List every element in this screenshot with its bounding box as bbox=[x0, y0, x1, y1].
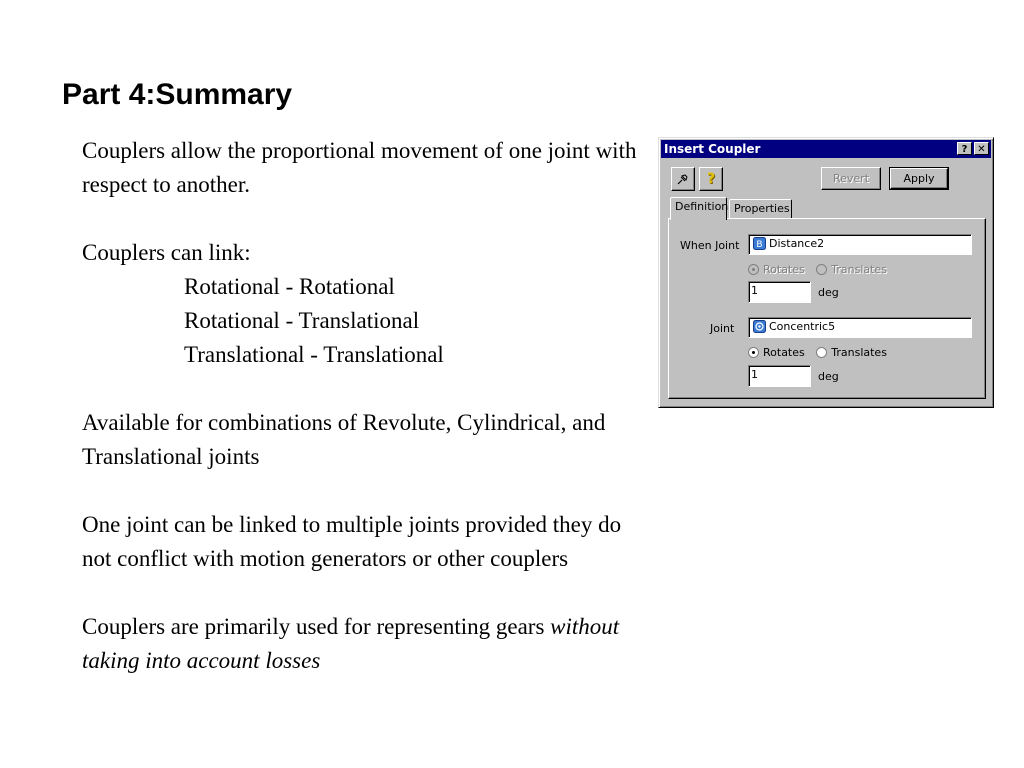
pushpin-icon bbox=[675, 171, 691, 187]
dialog-title: Insert Coupler bbox=[664, 142, 761, 156]
when-rotates-label: Rotates bbox=[763, 263, 805, 276]
joint-field[interactable] bbox=[748, 317, 972, 338]
joint-unit: deg bbox=[818, 370, 839, 383]
joint-motion-options bbox=[748, 346, 895, 359]
help-button[interactable] bbox=[699, 167, 723, 191]
joint-ratio-input[interactable]: 1 bbox=[748, 365, 811, 387]
gears-italic-text: without taking into account losses bbox=[82, 614, 620, 673]
tab-properties[interactable]: Properties bbox=[729, 199, 792, 219]
paragraph-available: Available for combinations of Revolute, Cylindrical, and Translational joints bbox=[82, 410, 606, 469]
tab-definition[interactable]: Definition bbox=[670, 197, 727, 220]
when-joint-label: When Joint bbox=[680, 239, 740, 252]
svg-text:B: B bbox=[756, 239, 763, 250]
insert-coupler-dialog bbox=[658, 137, 994, 408]
concentric-joint-icon bbox=[753, 320, 766, 333]
when-joint-field[interactable] bbox=[748, 234, 972, 255]
pin-button[interactable] bbox=[671, 167, 695, 191]
link-type-item: Rotational - Rotational bbox=[184, 274, 395, 299]
joint-translates-label: Translates bbox=[831, 346, 887, 359]
revert-button[interactable]: Revert bbox=[821, 167, 881, 190]
joint-value: Concentric5 bbox=[769, 320, 836, 333]
when-joint-unit: deg bbox=[818, 286, 839, 299]
joint-rotates-radio[interactable] bbox=[748, 346, 805, 359]
joint-label: Joint bbox=[710, 322, 735, 335]
radio-selected-icon bbox=[748, 347, 759, 358]
definition-panel bbox=[668, 218, 986, 399]
when-joint-value: Distance2 bbox=[769, 237, 825, 250]
radio-unselected-icon bbox=[816, 347, 827, 358]
joint-rotates-label: Rotates bbox=[763, 346, 805, 359]
apply-button[interactable]: Apply bbox=[889, 167, 949, 190]
paragraph-gears bbox=[82, 610, 642, 678]
radio-unselected-icon bbox=[816, 264, 827, 275]
when-joint-ratio-input[interactable]: 1 bbox=[748, 281, 811, 303]
joint-translates-radio[interactable] bbox=[816, 346, 887, 359]
when-translates-radio[interactable] bbox=[816, 263, 887, 276]
when-translates-label: Translates bbox=[831, 263, 887, 276]
dialog-titlebar[interactable] bbox=[661, 140, 991, 158]
radio-selected-icon bbox=[748, 264, 759, 275]
titlebar-help-button[interactable]: ? bbox=[957, 142, 972, 155]
link-type-item: Translational - Translational bbox=[184, 342, 444, 367]
titlebar-close-button[interactable]: ✕ bbox=[974, 142, 989, 155]
distance-joint-icon bbox=[753, 237, 766, 250]
paragraph-couplers-link: Couplers can link: bbox=[82, 240, 251, 265]
when-joint-motion-options bbox=[748, 263, 895, 276]
slide-body bbox=[82, 134, 642, 678]
paragraph-couplers-intro: Couplers allow the proportional movement of one joint with respect to another. bbox=[82, 138, 637, 197]
slide-title: Part 4:Summary bbox=[62, 78, 293, 111]
gears-text: Couplers are primarily used for representing gears bbox=[82, 614, 551, 639]
link-type-item: Rotational - Translational bbox=[184, 308, 420, 333]
when-rotates-radio[interactable] bbox=[748, 263, 805, 276]
paragraph-multiple-joints: One joint can be linked to multiple joints provided they do not conflict with motion generators or other couplers bbox=[82, 512, 622, 571]
question-mark-icon: ? bbox=[706, 171, 716, 187]
